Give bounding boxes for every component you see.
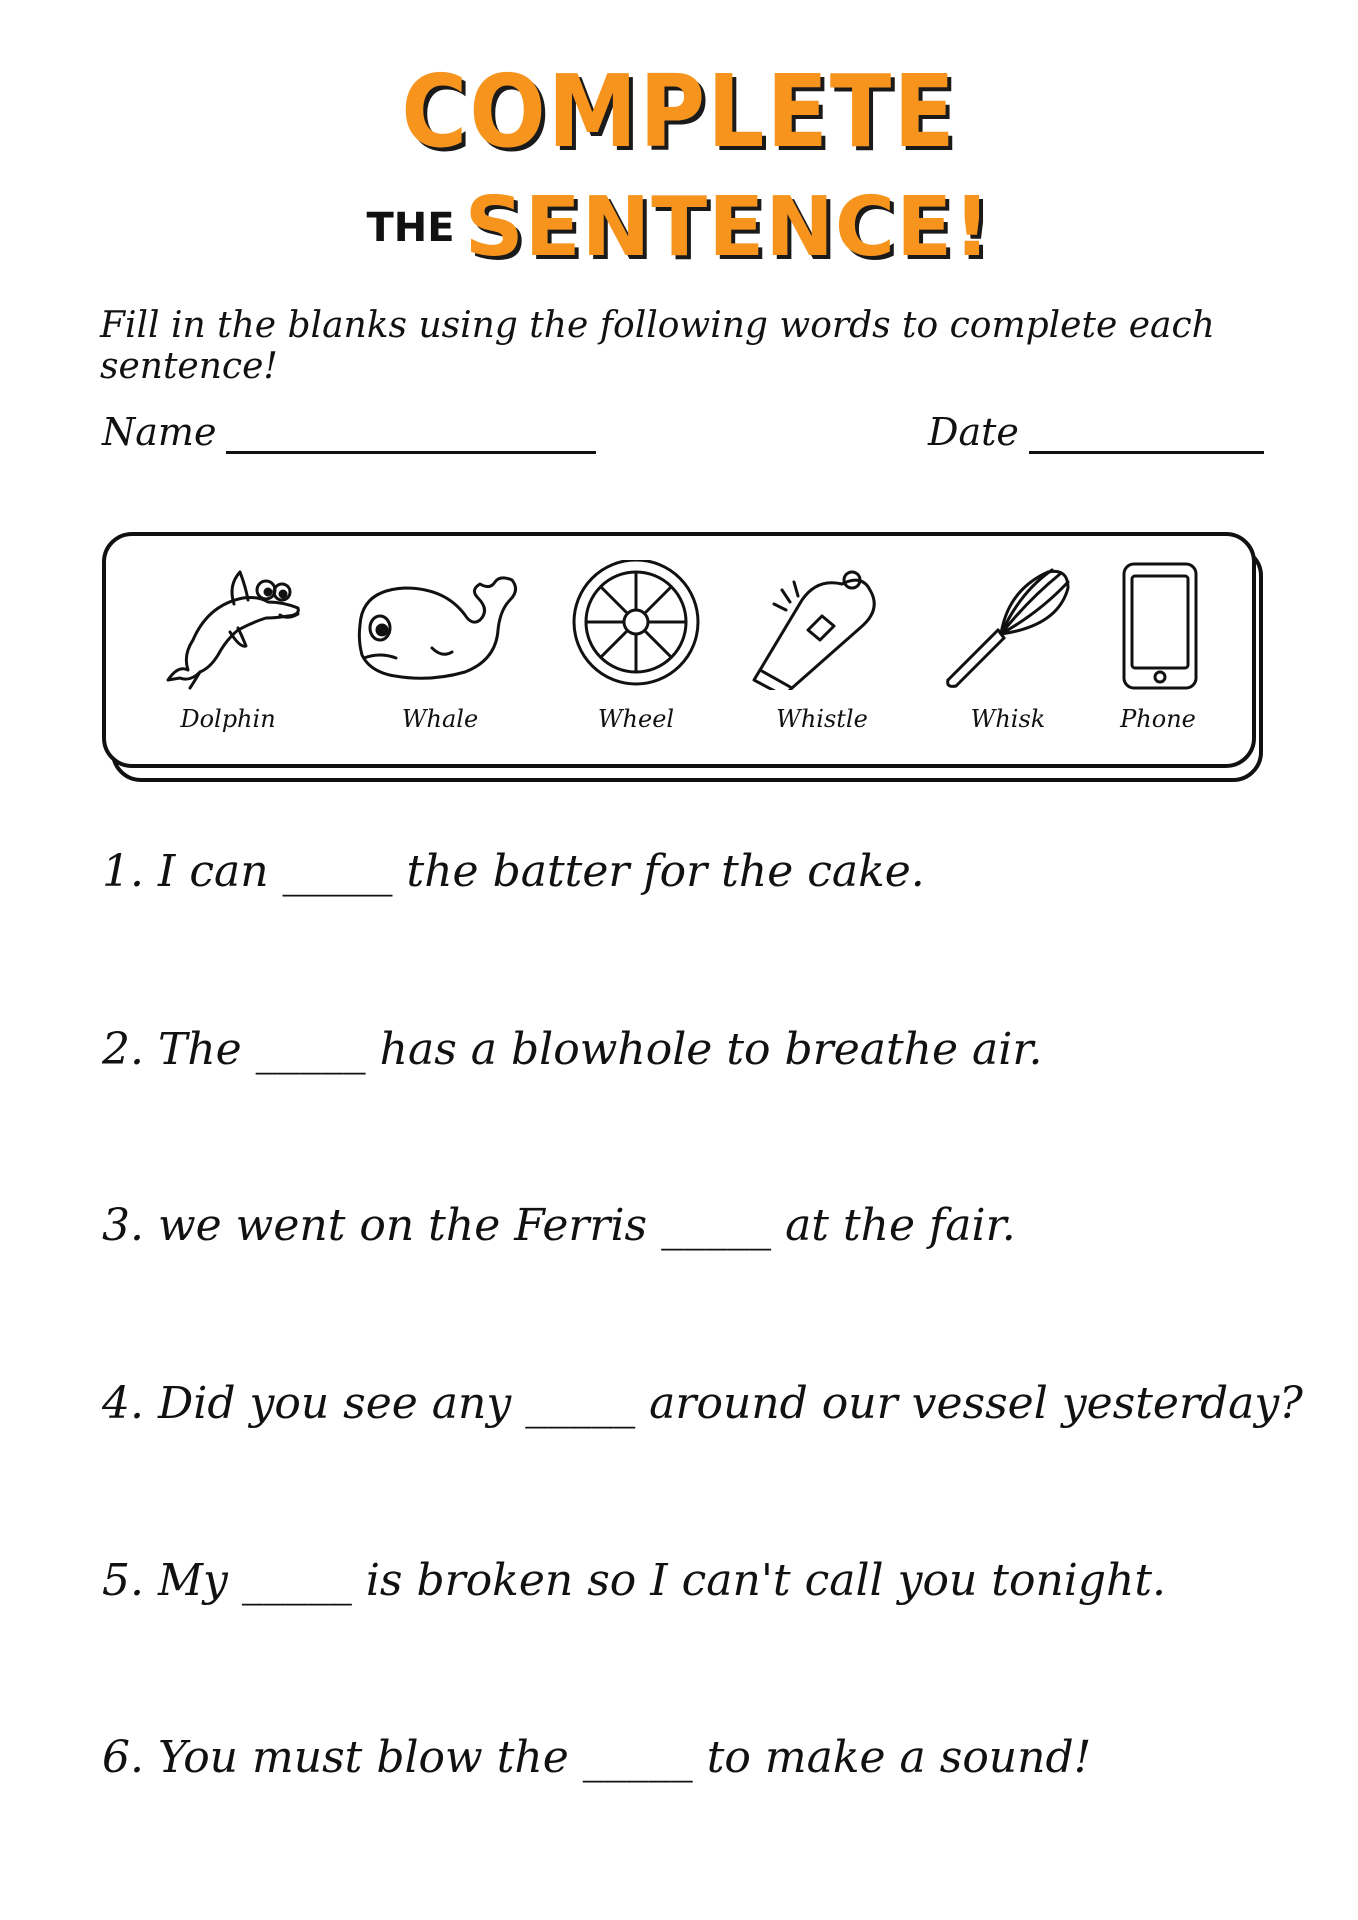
whale-icon bbox=[350, 560, 530, 690]
title-line-sentence: SENTENCE! bbox=[464, 180, 992, 275]
wheel-icon bbox=[556, 560, 716, 690]
sentence-1: 1. I can _____ the batter for the cake. bbox=[102, 846, 925, 897]
dolphin-icon bbox=[148, 560, 308, 690]
word-bank-item-whisk bbox=[928, 560, 1088, 740]
word-bank-label: Wheel bbox=[597, 705, 675, 733]
date-field[interactable] bbox=[928, 410, 1264, 454]
sentence-2: 2. The _____ has a blowhole to breathe air. bbox=[102, 1024, 1043, 1075]
date-label: Date bbox=[928, 410, 1019, 454]
word-bank-item-dolphin bbox=[148, 560, 308, 740]
name-label: Name bbox=[102, 410, 217, 454]
whistle-icon bbox=[742, 560, 902, 690]
name-field[interactable] bbox=[102, 410, 596, 454]
title-line-complete: COMPLETE bbox=[401, 53, 957, 170]
sentence-4: 4. Did you see any _____ around our vessel yesterday? bbox=[102, 1378, 1303, 1429]
word-bank-label: Whisk bbox=[970, 705, 1046, 733]
word-bank-label: Dolphin bbox=[180, 705, 276, 733]
sentence-6: 6. You must blow the _____ to make a sound! bbox=[102, 1732, 1092, 1783]
sentence-3: 3. we went on the Ferris _____ at the fair. bbox=[102, 1200, 1016, 1251]
word-bank-label: Whistle bbox=[776, 705, 868, 733]
title-row-sentence bbox=[0, 180, 1358, 275]
word-bank-item-whale bbox=[360, 560, 520, 740]
instructions: Fill in the blanks using the following words to complete each sentence! bbox=[100, 305, 1215, 387]
date-line[interactable] bbox=[1029, 413, 1264, 454]
sentence-5: 5. My _____ is broken so I can't call you tonight. bbox=[102, 1555, 1167, 1606]
word-bank-label: Whale bbox=[401, 705, 479, 733]
word-bank-label: Phone bbox=[1120, 705, 1196, 733]
word-bank-item-whistle bbox=[742, 560, 902, 740]
title-word-the: THE bbox=[366, 204, 455, 251]
worksheet-title bbox=[0, 53, 1358, 170]
phone-icon bbox=[1078, 560, 1238, 690]
name-line[interactable] bbox=[226, 413, 596, 454]
word-bank-item-phone bbox=[1078, 560, 1238, 740]
word-bank-item-wheel bbox=[556, 560, 716, 740]
whisk-icon bbox=[928, 560, 1088, 690]
